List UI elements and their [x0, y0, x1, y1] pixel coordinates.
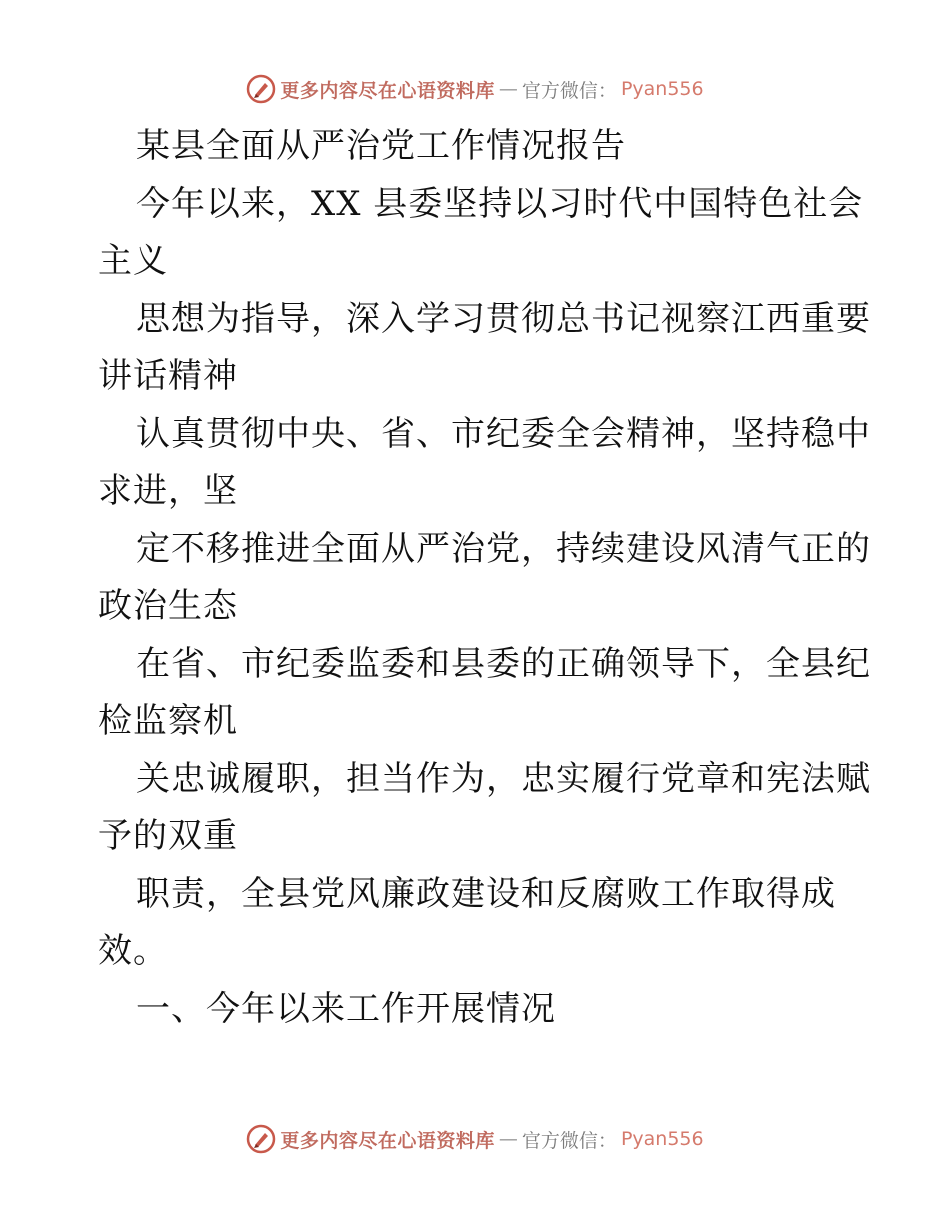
text-line: 思想为指导，深入学习贯彻总书记视察江西重要: [136, 298, 871, 339]
document-title: 某县全面从严治党工作情况报告: [136, 126, 626, 166]
section-heading: 一、今年以来工作开展情况: [136, 988, 556, 1029]
text-line: 政治生态: [98, 586, 238, 626]
text-line: 效。: [98, 931, 168, 971]
watermark-wechat-label: 官方微信：: [521, 1129, 617, 1152]
text-line: 定不移推进全面从严治党，持续建设风清气正的: [136, 528, 871, 569]
text-line: 在省、市纪委监委和县委的正确领导下，全县纪: [136, 643, 871, 684]
watermark-dash: —: [498, 78, 518, 100]
text-line: 讲话精神: [98, 356, 238, 396]
text-line: 求进，坚: [98, 471, 238, 511]
watermark-dash: —: [498, 1128, 518, 1150]
header-watermark: [0, 74, 950, 104]
watermark-main-text: 更多内容尽在心语资料库: [280, 1129, 495, 1152]
text-line: 主义: [98, 241, 168, 281]
text-line: 检监察机: [98, 701, 238, 741]
watermark-wechat-id: Pyan556: [620, 1128, 704, 1150]
watermark-wechat-id: Pyan556: [620, 78, 704, 100]
watermark-wechat-label: 官方微信：: [521, 79, 617, 102]
text-line: 关忠诚履职，担当作为，忠实履行党章和宪法赋: [136, 758, 871, 799]
footer-watermark: [0, 1124, 950, 1154]
text-line: 认真贯彻中央、省、市纪委全会精神，坚持稳中: [136, 413, 871, 454]
document-body: [98, 118, 878, 1038]
pen-logo-icon: [246, 74, 276, 104]
text-line: 今年以来，XX 县委坚持以习时代中国特色社会: [136, 183, 864, 224]
watermark-main-text: 更多内容尽在心语资料库: [280, 79, 495, 102]
text-line: 职责，全县党风廉政建设和反腐败工作取得成: [136, 873, 836, 914]
pen-logo-icon: [246, 1124, 276, 1154]
text-line: 予的双重: [98, 816, 238, 856]
